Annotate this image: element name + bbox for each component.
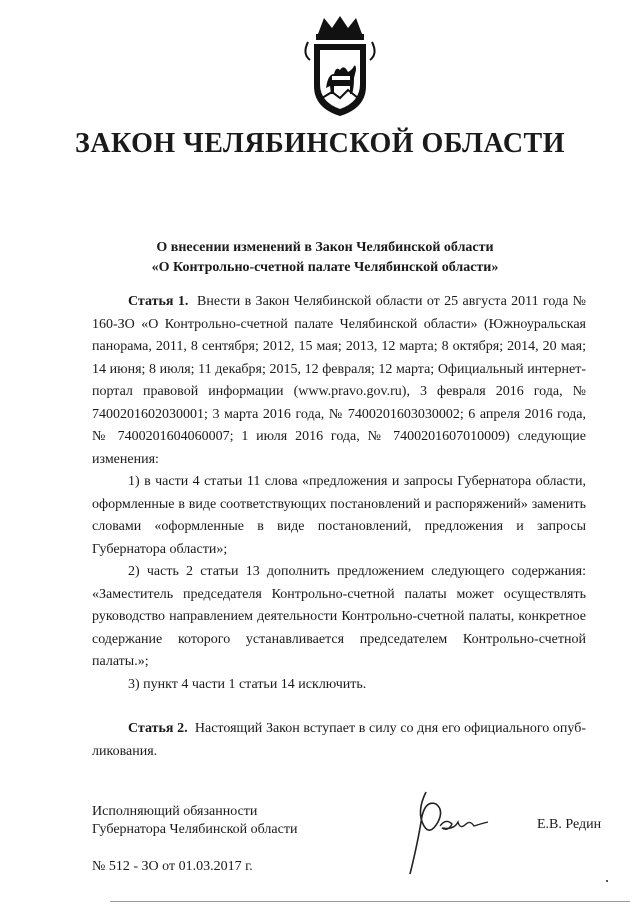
law-title: ЗАКОН ЧЕЛЯБИНСКОЙ ОБЛАСТИ bbox=[74, 128, 566, 159]
coat-of-arms-emblem bbox=[298, 14, 382, 118]
subject-line-1: О внесении изменений в Закон Челябинской области bbox=[156, 240, 494, 255]
bottom-edge-line bbox=[110, 901, 630, 902]
article-2-text: Настоящий Закон вступает в силу со дня его официального опуб-ликования. bbox=[92, 721, 586, 759]
crown-icon bbox=[316, 16, 364, 40]
article-2-heading: Статья 2. bbox=[128, 721, 188, 736]
handwritten-signature bbox=[396, 782, 506, 878]
article-1-item-1: 1) в части 4 статьи 11 слова «предложения и запросы Губернатора области, оформленные в виде соответствующих постановлений и распоряжений» заменить словами «оформленные в виде постановлений, предложения и запросы Губернатора области»; bbox=[92, 474, 586, 557]
article-1-heading: Статья 1. bbox=[128, 294, 189, 309]
signatory-position bbox=[92, 803, 297, 839]
position-line-2: Губернатора Челябинской области bbox=[92, 822, 298, 837]
position-line-1: Исполняющий обязанности bbox=[92, 804, 258, 819]
signatory-name: Е.В. Редин bbox=[537, 817, 602, 832]
scan-speck bbox=[606, 880, 608, 882]
subject-line-2: «О Контрольно-счетной палате Челябинской области» bbox=[151, 260, 499, 275]
article-2-paragraph bbox=[92, 718, 586, 763]
article-1-item-2: 2) часть 2 статьи 13 дополнить предложением следующего содержания: «Заместитель председателя Контрольно-счетной палаты может осуществлять руководство направлением деятельности Контрольно-счетной палаты, конкретное содержание которого устанавливается председателем Контрольно-счетной палаты.»; bbox=[92, 564, 586, 669]
article-1-item-3: 3) пункт 4 части 1 статьи 14 исключить. bbox=[128, 676, 367, 692]
law-subject bbox=[60, 238, 590, 278]
article-1-text: Внести в Закон Челябинской области от 25 августа 2011 года № 160-ЗО «О Контрольно-счетной палате Челябинской области» (Южноуральская панорама, 2011, 8 сентября; 2012, 15 мая; 2013, 12 марта; 8 октября; 2014, 20 мая; 14 июня; 8 июля; 11 декабря; 2015, 12 февраля; 12 марта; Официальный интернет-портал правовой информации (www.pravo.gov.ru), 3 февраля 2016 года, № 7400201602030001; 3 марта 2016 года, № 7400201603030002; 6 апреля 2016 года, № 7400201604060007; 1 июля 2016 года, № 7400201607010009) следующие изменения: bbox=[92, 294, 587, 467]
article-1-paragraph bbox=[92, 291, 586, 471]
law-body bbox=[92, 291, 586, 763]
registration-number: № 512 - ЗО от 01.03.2017 г. bbox=[92, 859, 253, 874]
